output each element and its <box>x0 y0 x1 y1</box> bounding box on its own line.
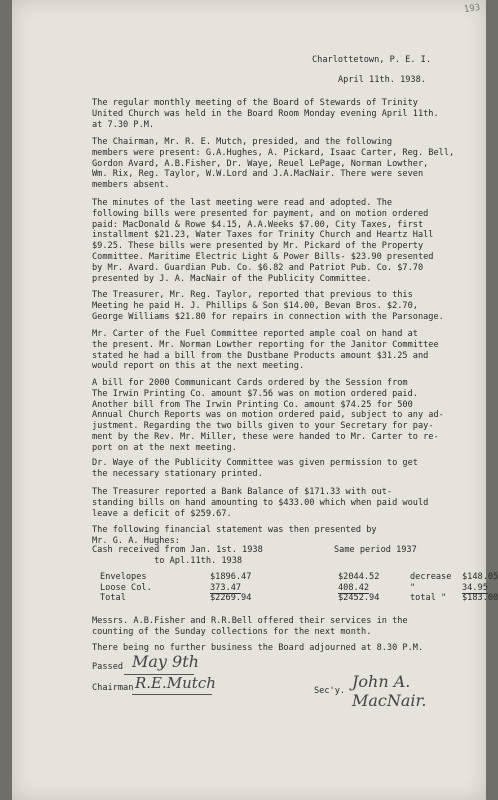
chairman-label: Chairman <box>92 683 134 693</box>
paragraph-publicity: Dr. Waye of the Publicity Committee was given permission to get the necessary stationary printed. <box>92 458 418 479</box>
change-word: decrease <box>410 572 452 582</box>
value-1937: $2452.94 <box>338 593 380 604</box>
secretary-label: Sec'y. <box>314 686 346 696</box>
header-date: April 11th. 1938. <box>338 75 426 85</box>
table-row <box>100 582 488 594</box>
header-place: Charlottetown, P. E. I. <box>312 55 431 65</box>
paragraph-bank-balance: The Treasurer reported a Bank Balance of $171.33 with out- standing bills on hand amounting to $433.00 which when paid would leave a deficit of $259.67. <box>92 487 429 519</box>
row-label: Total <box>100 593 126 604</box>
secretary-signature: John A. MacNair. <box>352 672 427 710</box>
table-row <box>100 572 498 583</box>
value-1938: 373.47 <box>210 582 242 593</box>
paragraph-statement-intro: The following financial statement was then presented by Mr. G. A. Hughes: <box>92 525 377 546</box>
same-period-heading: Same period 1937 <box>334 545 417 555</box>
change-amount: 34.95 <box>462 582 488 593</box>
value-1937: 408.42 <box>338 582 370 593</box>
cash-heading: Cash received from Jan. 1st. 1938 to Apl.11th. 1938 <box>92 545 263 566</box>
page-number: 193 <box>463 2 481 16</box>
row-label: Loose Col. <box>100 582 152 593</box>
value-1938: $1896.47 <box>210 572 252 582</box>
chairman-line <box>132 694 212 695</box>
passed-handwritten-date: May 9th <box>132 652 199 671</box>
change-word: total " <box>410 593 447 604</box>
change-amount: $148.05 <box>462 572 498 582</box>
paragraph-bills: The minutes of the last meeting were read and adopted. The following bills were presented for payment, and on motion ordered paid: MacDonald & Rowe $4.15, A.A.Weeks $7.00, City Taxes, first installment $21.23, Water Taxes for Trinity Church and Heartz Hall $9.25. These bills were presented by Mr. Pickard of the Property Committee. Maritime Electric Light & Power Bills- $23.90 presented by Mr. Avard. Guardian Pub. Co. $6.82 and Patriot Pub. Co. $7.70 presented by J. A. MacNair of the Publicity Committee. <box>92 198 434 284</box>
paragraph-fuel: Mr. Carter of the Fuel Committee reported ample coal on hand at the present. Mr. Norman Lowther reporting for the Janitor Committee stated he had a bill from the Dustbane Products amount $31.25 and would report on this at the next meeting. <box>92 329 439 372</box>
paragraph-printing: A bill for 2000 Communicant Cards ordered by the Session from The Irwin Printing Co. amount $7.56 was on motion ordered paid. Another bill from The Irwin Printing Co. amount $74.25 for 500 Annual Church Reports was on motion ordered paid, subject to any ad- justment. Regarding the two bills given to your Secretary for pay- ment by the Rev. Mr. Miller, these were handed to Mr. Carter to re- port on at the next meeting. <box>92 378 444 453</box>
passed-label: Passed <box>92 662 124 672</box>
paragraph-adjourn: There being no further business the Board adjourned at 8.30 P.M. <box>92 643 424 653</box>
table-row <box>100 593 498 604</box>
chairman-signature: R.E.Mutch <box>135 674 216 692</box>
paragraph-treasurer: The Treasurer, Mr. Reg. Taylor, reported that previous to this Meeting he paid H. J. Phillips & Son $14.00, Bevan Bros. $2.70, George Williams $21.80 for repairs in connection with the Parsonage. <box>92 290 444 322</box>
change-word: " <box>410 582 416 593</box>
financial-table <box>100 572 498 604</box>
change-amount: $183.00 <box>462 593 498 604</box>
row-label: Envelopes <box>100 572 147 582</box>
paragraph-opening: The regular monthly meeting of the Board of Stewards of Trinity United Church was held in the Board Room Monday evening April 11th. at 7.30 P.M. <box>92 98 439 130</box>
paragraph-counting: Messrs. A.B.Fisher and R.R.Bell offered their services in the counting of the Sunday collections for the next month. <box>92 616 408 637</box>
paragraph-attendance: The Chairman, Mr. R. E. Mutch, presided, and the following members were present: G.A.Hughes, A. Pickard, Isaac Carter, Reg. Bell, Gordon Avard, A.B.Fisher, Dr. Waye, Reuel LePage, Norman Lowther, Wm. Rix, Reg. Taylor, W.W.Lord and J.A.MacNair. There were seven members absent. <box>92 137 455 191</box>
document-page <box>12 0 498 800</box>
value-1937: $2044.52 <box>338 572 380 582</box>
value-1938: $2269.94 <box>210 593 252 604</box>
